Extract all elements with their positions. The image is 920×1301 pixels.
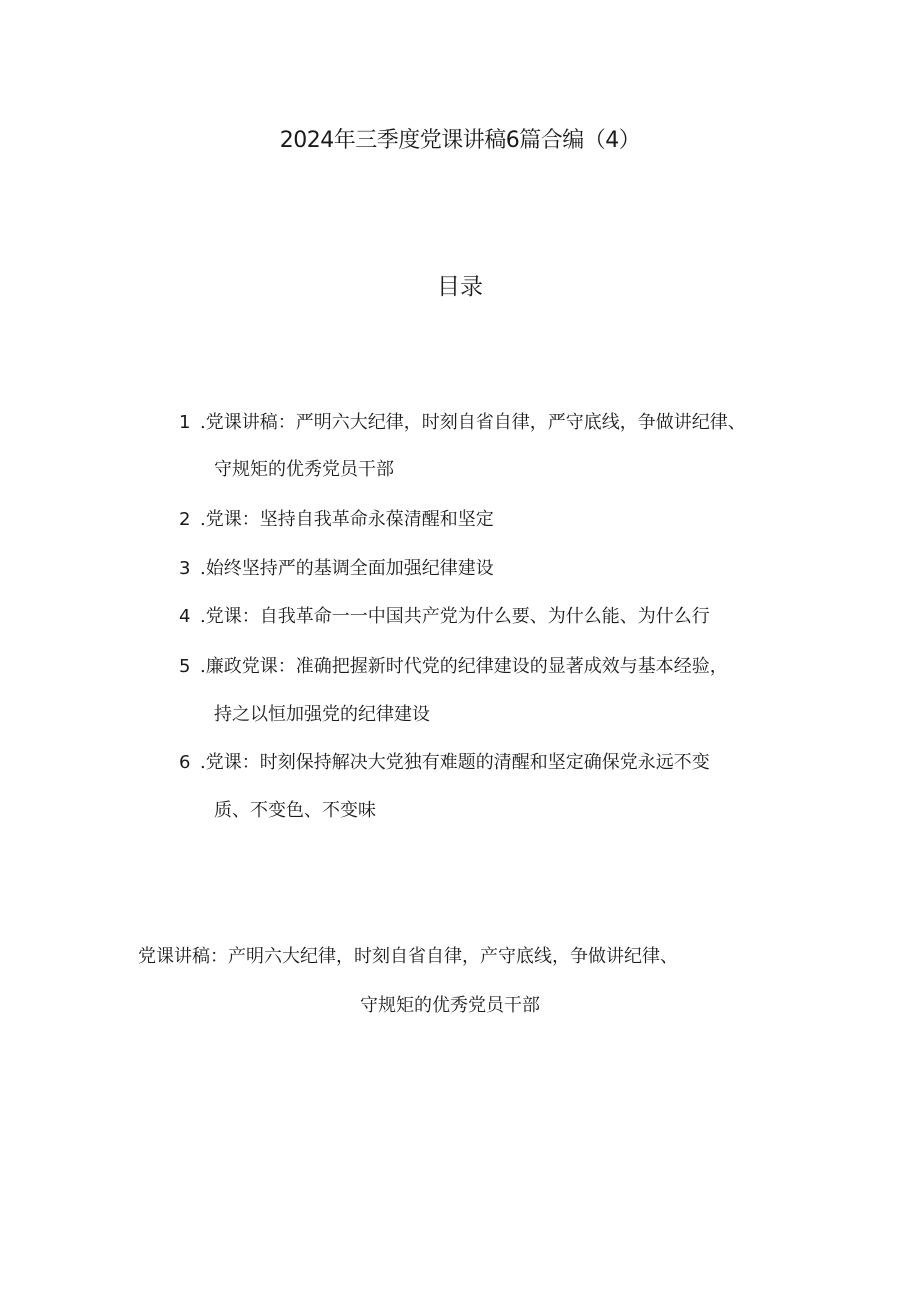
toc-item-number: 6 <box>179 752 191 773</box>
toc-item-continuation[interactable]: 持之以恒加强党的纪律建设 <box>214 704 430 725</box>
article-title-line2: 守规矩的优秀党员干部 <box>360 995 540 1016</box>
toc-item-number: 3 <box>179 558 191 579</box>
toc-item-number: 2 <box>179 509 191 530</box>
toc-item-link[interactable]: .党课讲稿：严明六大纪律，时刻自省自律，严守底线，争做讲纪律、 <box>200 412 746 433</box>
article-title-line1: 党课讲稿：产明六大纪律，时刻自省自律，产守底线，争做讲纪律、 <box>138 946 678 967</box>
toc-item-number: 1 <box>179 412 191 433</box>
toc-item-continuation[interactable]: 守规矩的优秀党员干部 <box>214 459 394 480</box>
toc-item-link[interactable]: .党课：自我革命一一中国共产党为什么要、为什么能、为什么行 <box>200 606 710 627</box>
toc-item-number: 5 <box>179 656 191 677</box>
toc-item-link[interactable]: .始终坚持严的基调全面加强纪律建设 <box>200 558 494 579</box>
toc-item-continuation[interactable]: 质、不变色、不变味 <box>214 800 376 821</box>
toc-item-link[interactable]: .党课：坚持自我革命永葆清醒和坚定 <box>200 509 494 530</box>
toc-heading: 目录 <box>437 274 483 300</box>
toc-item-link[interactable]: .党课：时刻保持解决大党独有难题的清醒和坚定确保党永远不变 <box>200 752 710 773</box>
toc-item-number: 4 <box>179 606 191 627</box>
toc-item-link[interactable]: .廉政党课：准确把握新时代党的纪律建设的显著成效与基本经验， <box>200 656 728 677</box>
document-title: 2024年三季度党课讲稿6篇合编（4） <box>279 128 641 153</box>
